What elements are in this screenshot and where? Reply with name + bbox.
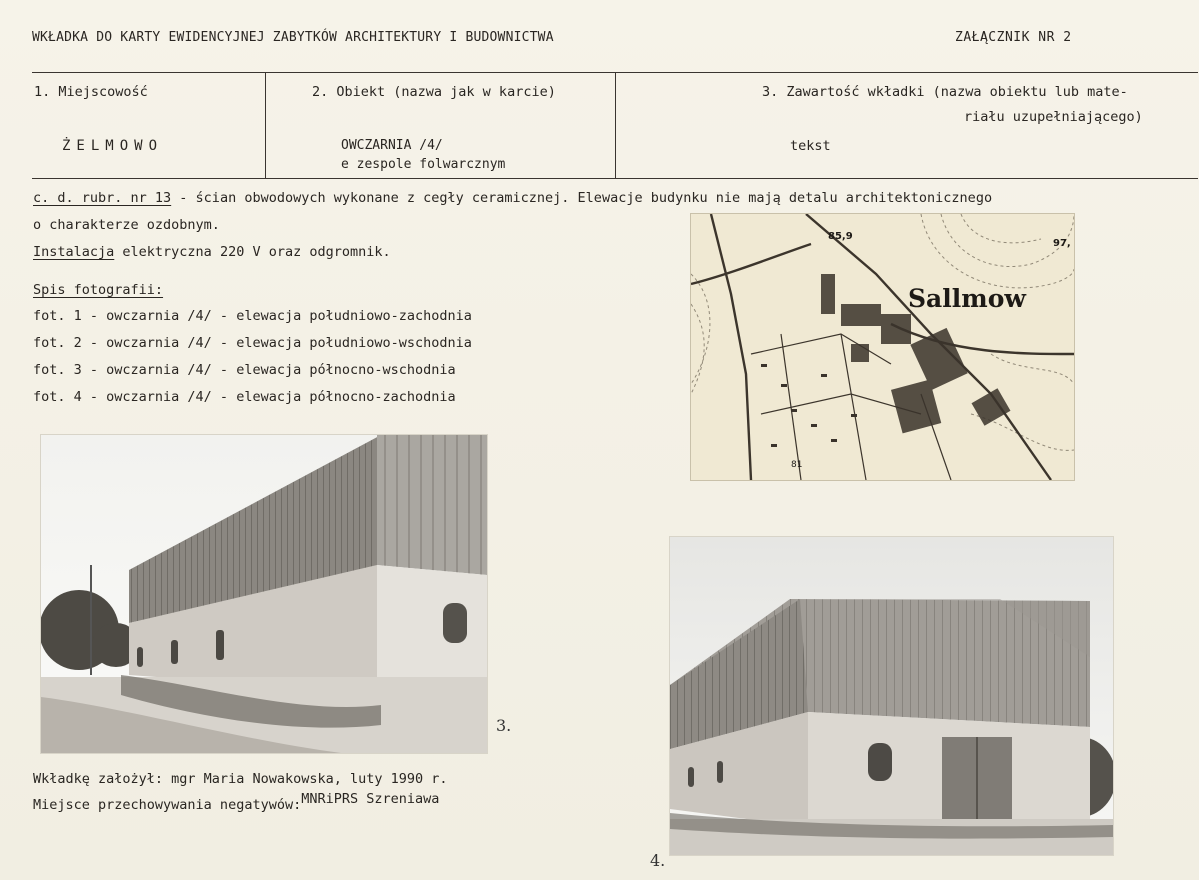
object-value-line1: OWCZARNIA /4/ xyxy=(341,138,443,153)
storage-label: Miejsce przechowywania negatywów: xyxy=(33,797,302,813)
barn-photo xyxy=(41,435,487,753)
photo-4-number: 4. xyxy=(650,851,666,870)
content-heading-line2: riału uzupełniającego) xyxy=(964,109,1143,125)
photo-list-item: fot. 1 - owczarnia /4/ - elewacja południowo-zachodnia xyxy=(33,308,472,324)
table-divider-1 xyxy=(265,72,266,178)
installation-line xyxy=(33,244,391,260)
storage-value: MNRiPRS Szreniawa xyxy=(301,791,440,807)
photo-list-item: fot. 3 - owczarnia /4/ - elewacja północno-wschodnia xyxy=(33,362,456,378)
card-title: WKŁADKA DO KARTY EWIDENCYJNEJ ZABYTKÓW ARCHITEKTURY I BUDOWNICTWA xyxy=(32,30,554,45)
storage-line xyxy=(33,791,440,813)
photo-list-item: fot. 4 - owczarnia /4/ - elewacja północno-zachodnia xyxy=(33,389,456,405)
installation-label: Instalacja xyxy=(33,244,115,260)
barn-photo xyxy=(670,537,1113,855)
photo-sheepfold-4 xyxy=(669,536,1114,856)
photo-3-number: 3. xyxy=(496,716,512,735)
photo-list-item: fot. 2 - owczarnia /4/ - elewacja południowo-wschodnia xyxy=(33,335,472,351)
map-elevation-label: 85,9 xyxy=(828,231,853,242)
installation-text: elektryczna 220 V oraz odgromnik. xyxy=(114,244,391,260)
description-line-2: o charakterze ozdobnym. xyxy=(33,217,220,233)
author-line: Wkładkę założył: mgr Maria Nowakowska, luty 1990 r. xyxy=(33,771,448,787)
description-line-1 xyxy=(33,190,992,206)
content-heading-line1: 3. Zawartość wkładki (nazwa obiektu lub mate- xyxy=(762,84,1128,100)
table-divider-2 xyxy=(615,72,616,178)
table-bottom-rule xyxy=(32,178,1198,179)
map-elevation-label: 97, xyxy=(1053,238,1071,249)
rubric-reference: c. d. rubr. nr 13 xyxy=(33,190,172,206)
map-place-label: Sallmow xyxy=(908,284,1026,313)
locality-heading: 1. Miejscowość xyxy=(34,84,148,100)
object-value-line2: e zespole folwarcznym xyxy=(341,157,506,172)
topographic-map xyxy=(690,213,1075,481)
photo-sheepfold-3 xyxy=(40,434,488,754)
map-elevation-label: 81 xyxy=(791,460,803,470)
photo-list-heading: Spis fotografii: xyxy=(33,282,164,298)
locality-value: ŻELMOWO xyxy=(62,138,164,154)
attachment-number: ZAŁĄCZNIK NR 2 xyxy=(955,30,1072,45)
description-line-1-text: - ścian obwodowych wykonane z cegły ceramicznej. Elewacje budynku nie mają detalu architektonicznego xyxy=(171,190,993,206)
object-heading: 2. Obiekt (nazwa jak w karcie) xyxy=(312,84,556,100)
content-value: tekst xyxy=(790,138,831,154)
map-drawing xyxy=(691,214,1074,480)
